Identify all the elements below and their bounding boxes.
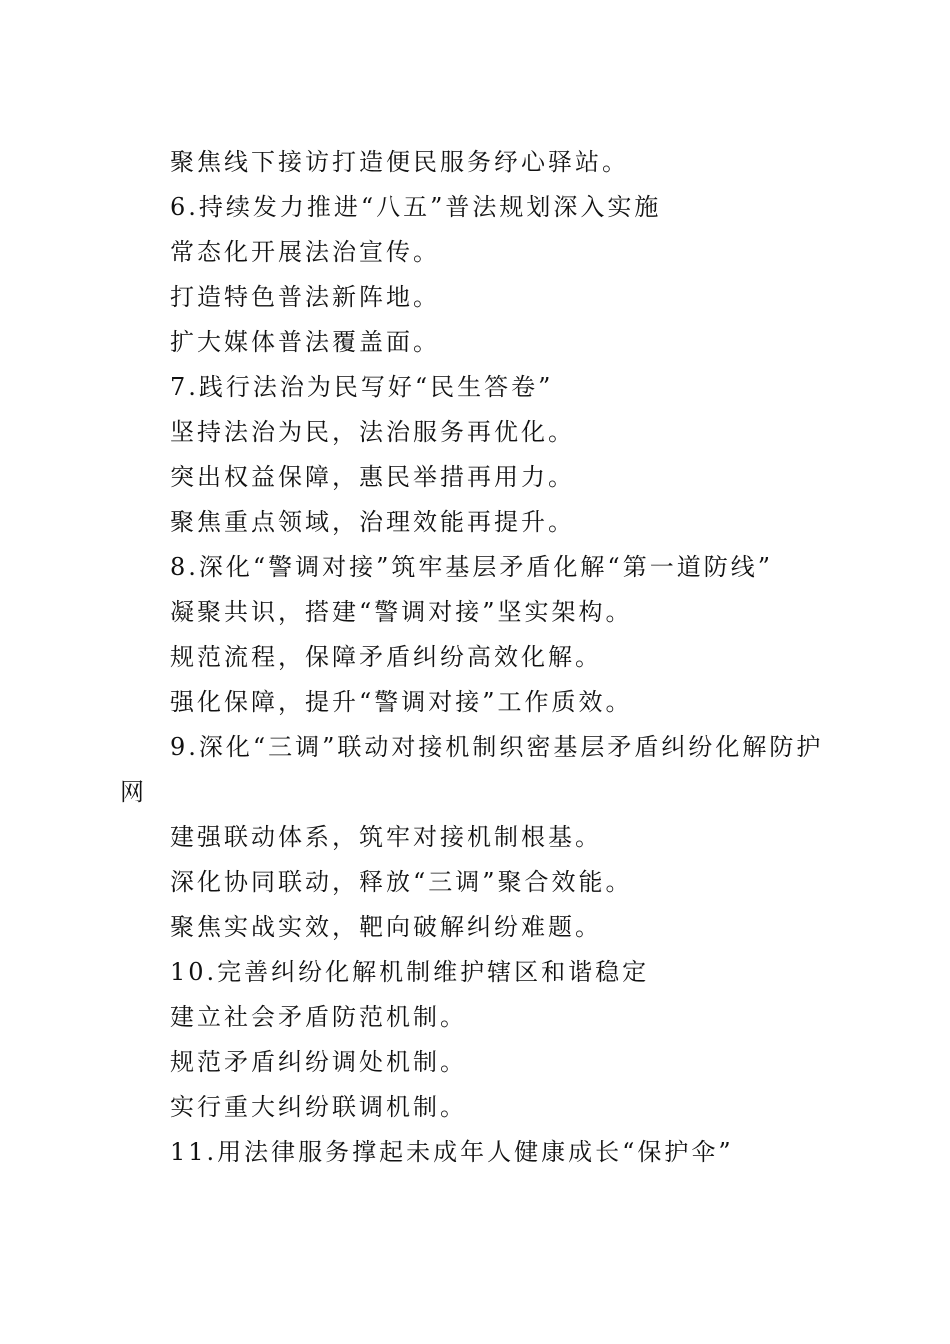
section-heading-8: 8.深化“警调对接”筑牢基层矛盾化解“第一道防线” [170,553,773,581]
section-heading-9: 9.深化“三调”联动对接机制织密基层矛盾纠纷化解防护 [170,733,824,761]
text-line: 建立社会矛盾防范机制。 [170,1003,467,1031]
text-line: 扩大媒体普法覆盖面。 [170,328,440,356]
section-heading-7: 7.践行法治为民写好“民生答卷” [170,373,554,401]
text-line: 建强联动体系，筑牢对接机制根基。 [170,823,602,851]
section-heading-9-continuation: 网 [120,778,147,806]
text-line: 常态化开展法治宣传。 [170,238,440,266]
text-line: 坚持法治为民，法治服务再优化。 [170,418,575,446]
text-line: 强化保障，提升“警调对接”工作质效。 [170,688,633,716]
text-line: 规范矛盾纠纷调处机制。 [170,1048,467,1076]
text-line: 深化协同联动，释放“三调”聚合效能。 [170,868,633,896]
text-line: 打造特色普法新阵地。 [170,283,440,311]
section-heading-11: 11.用法律服务撑起未成年人健康成长“保护伞” [170,1138,734,1166]
document-body [120,140,830,1175]
text-line: 聚焦重点领域，治理效能再提升。 [170,508,575,536]
text-line: 凝聚共识，搭建“警调对接”坚实架构。 [170,598,633,626]
text-line: 聚焦线下接访打造便民服务纾心驿站。 [170,148,629,176]
section-heading-6: 6.持续发力推进“八五”普法规划深入实施 [170,193,662,221]
text-line: 突出权益保障，惠民举措再用力。 [170,463,575,491]
section-heading-10: 10.完善纠纷化解机制维护辖区和谐稳定 [170,958,650,986]
text-line: 实行重大纠纷联调机制。 [170,1093,467,1121]
text-line: 规范流程，保障矛盾纠纷高效化解。 [170,643,602,671]
text-line: 聚焦实战实效，靶向破解纠纷难题。 [170,913,602,941]
